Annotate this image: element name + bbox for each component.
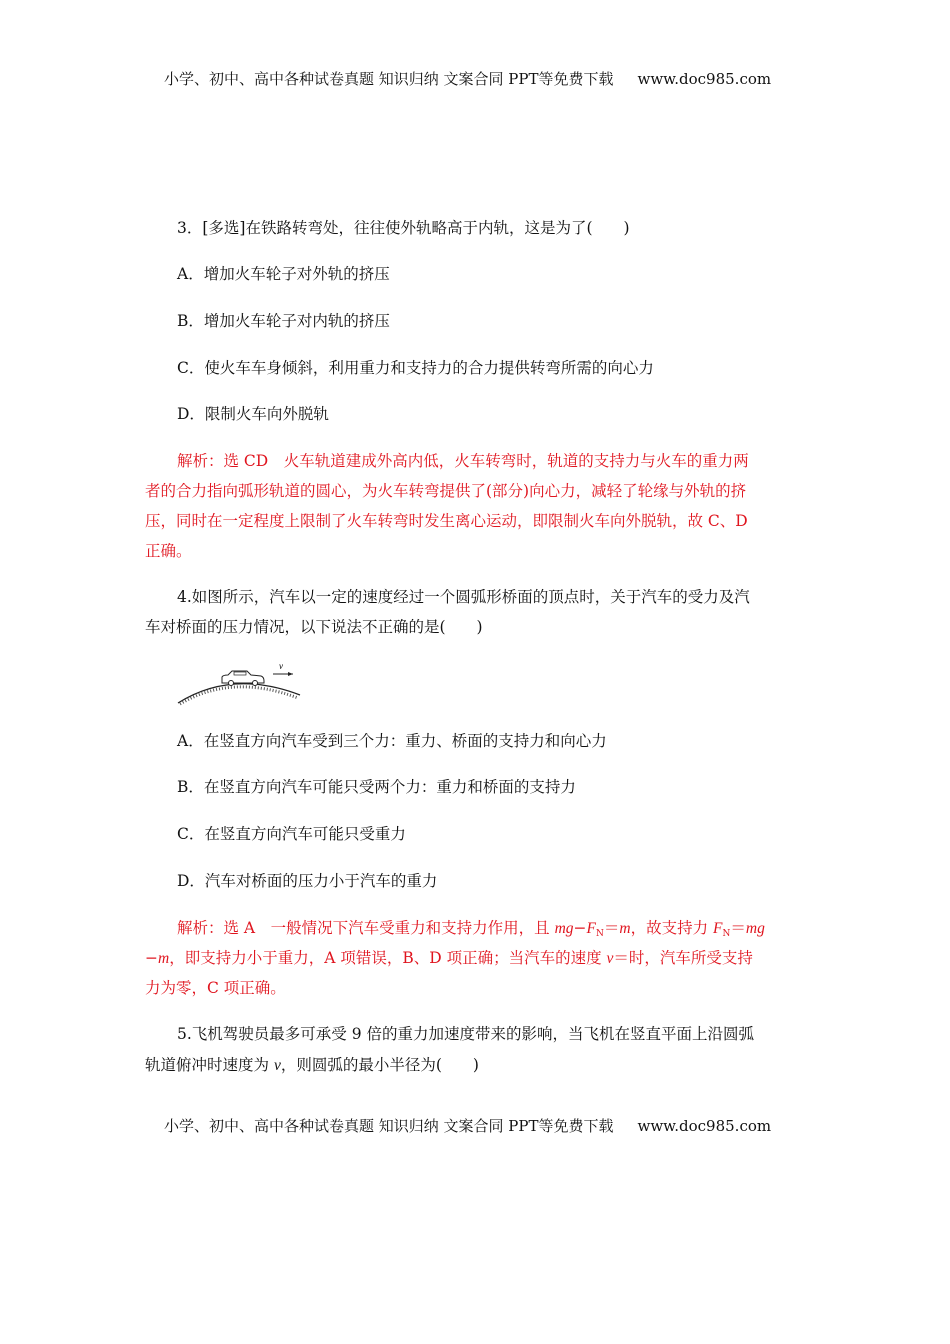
q3-analysis-line: 解析：选 CD 火车轨道建成外高内低，火车转弯时，轨道的支持力与火车的重力两 [177, 452, 749, 470]
footer-text: 小学、初中、高中各种试卷真题 知识归纳 文案合同 PPT等免费下载 [164, 1117, 614, 1135]
q5-stem-line: 轨道俯冲时速度为 v，则圆弧的最小半径为( ) [145, 1056, 479, 1074]
q4-stem-line: 车对桥面的压力情况，以下说法不正确的是( ) [145, 618, 483, 636]
q3-option-b: B．增加火车轮子对内轨的挤压 [177, 312, 390, 330]
q4-analysis-line: 解析：选 A 一般情况下汽车受重力和支持力作用，且 $mg-F_N=m$，故支持力 $F_N=mg$ [177, 919, 765, 939]
page-header [164, 69, 771, 89]
q4-analysis-line: 力为零，C 项正确。 [145, 979, 286, 997]
q4-stem-line: 4.如图所示，汽车以一定的速度经过一个圆弧形桥面的顶点时，关于汽车的受力及汽 [177, 588, 750, 606]
page-footer [164, 1116, 771, 1136]
car-icon [222, 671, 264, 686]
footer-url[interactable]: www.doc985.com [637, 1117, 772, 1135]
q3-option-c: C．使火车车身倾斜，利用重力和支持力的合力提供转弯所需的向心力 [177, 359, 654, 377]
q5-stem-line: 5.飞机驾驶员最多可承受 9 倍的重力加速度带来的影响，当飞机在竖直平面上沿圆弧 [177, 1025, 755, 1043]
q4-option-d: D．汽车对桥面的压力小于汽车的重力 [177, 872, 438, 890]
q4-analysis-line: −m，即支持力小于重力，A 项错误，B、D 项正确；当汽车的速度 v＝时，汽车所受支持 [145, 949, 753, 967]
q3-option-a: A．增加火车轮子对外轨的挤压 [177, 265, 390, 283]
q4-option-b: B．在竖直方向汽车可能只受两个力：重力和桥面的支持力 [177, 778, 576, 796]
q3-analysis-line: 正确。 [145, 542, 192, 560]
q3-stem: 3．[多选]在铁路转弯处，往往使外轨略高于内轨，这是为了( ) [177, 219, 630, 237]
q3-analysis-line: 压，同时在一定程度上限制了火车转弯时发生离心运动，即限制火车向外脱轨，故 C、D [145, 512, 748, 530]
velocity-label: v [279, 661, 283, 671]
q3-analysis-line: 者的合力指向弧形轨道的圆心，为火车转弯提供了(部分)向心力，减轻了轮缘与外轨的挤 [145, 482, 747, 500]
bridge-car-figure [172, 657, 307, 707]
header-url[interactable]: www.doc985.com [637, 70, 772, 88]
q3-option-d: D．限制火车向外脱轨 [177, 405, 329, 423]
header-text: 小学、初中、高中各种试卷真题 知识归纳 文案合同 PPT等免费下载 [164, 70, 614, 88]
q4-option-c: C．在竖直方向汽车可能只受重力 [177, 825, 406, 843]
q4-option-a: A．在竖直方向汽车受到三个力：重力、桥面的支持力和向心力 [177, 732, 607, 750]
